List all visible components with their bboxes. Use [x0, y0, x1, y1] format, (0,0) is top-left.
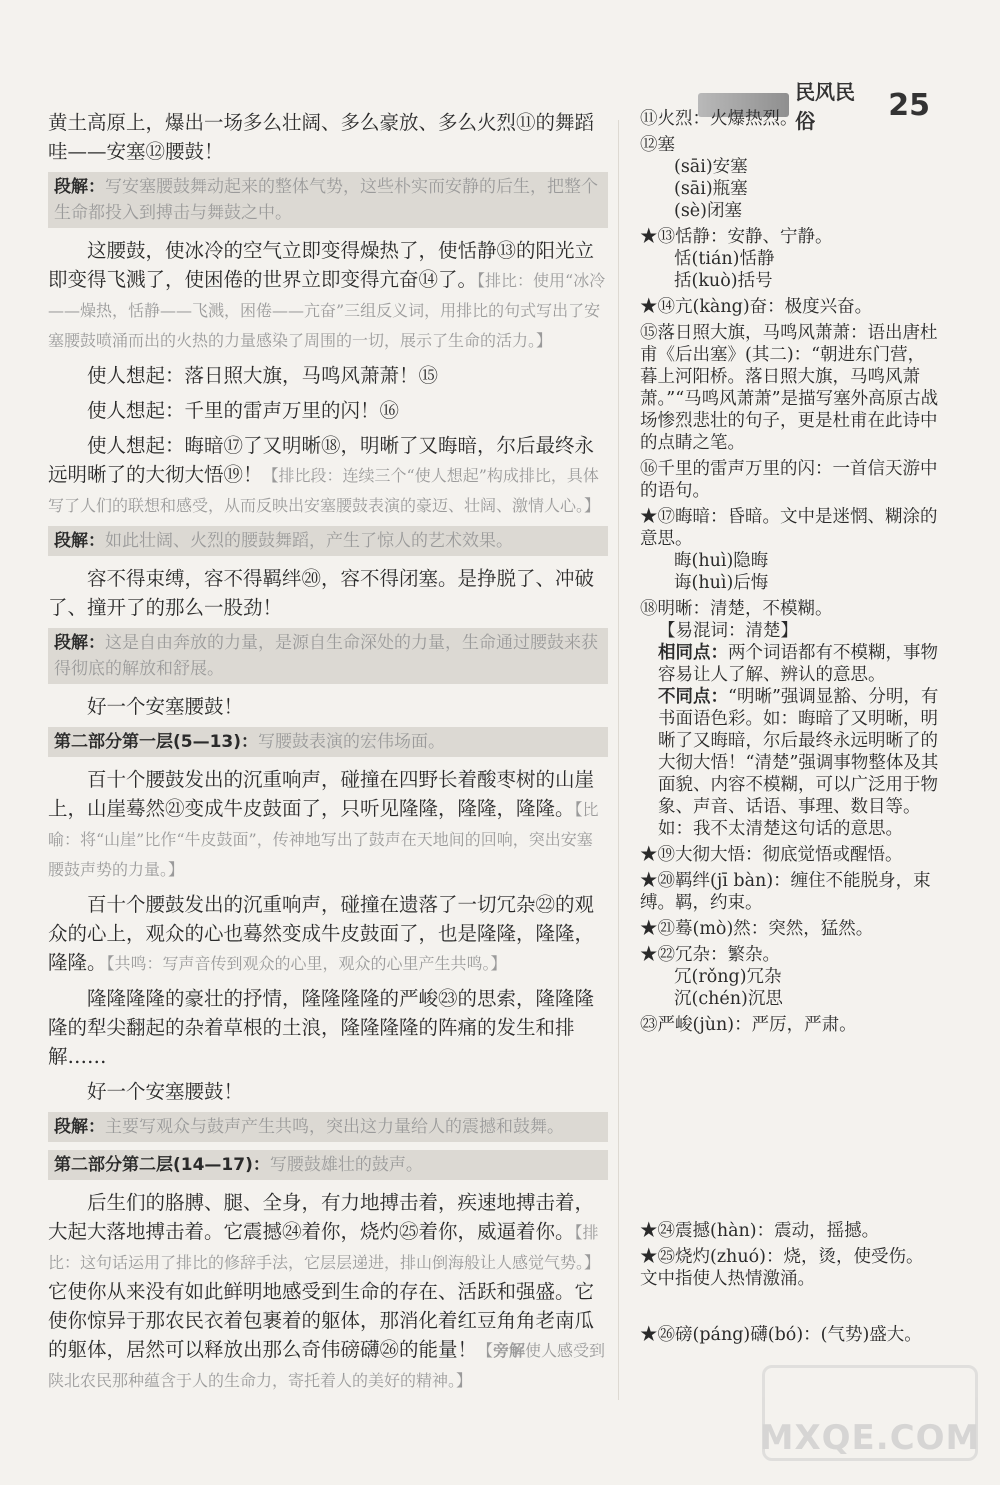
- note-text: ★㉒冗杂：繁杂。: [640, 945, 780, 965]
- note-text: ★⑰晦暗：昏暗。文中是迷惘、糊涂的意思。: [640, 507, 938, 549]
- analysis-box: [48, 172, 608, 228]
- note-text: ⑱明晰：清楚，不模糊。: [640, 599, 833, 619]
- paragraph: 隆隆隆隆的豪壮的抒情，隆隆隆隆的严峻㉓的思索，隆隆隆隆的犁尖翻起的杂着草根的土浪，隆隆隆隆的阵痛的发生和排解……: [48, 987, 595, 1068]
- annotation: 【排比：使用“冰冷——燥热，恬静——飞溅，困倦——亢奋”三组反义词，用排比的句式写出了安塞腰鼓喷涌而出的火热的力量感染了周围的一切，展示了生命的活力。】: [48, 271, 606, 350]
- note-item: ⑯千里的雷声万里的闪：一首信天游中的语句。: [640, 459, 938, 501]
- note-sub: 括(kuò)括号: [674, 271, 773, 291]
- note-text: ★⑬恬静：安静、宁静。: [640, 227, 833, 247]
- section-heading-box: [48, 1150, 608, 1180]
- note-item: [640, 134, 940, 222]
- compare-label: 相同点：: [658, 643, 728, 663]
- section-heading-box: [48, 727, 608, 757]
- analysis-label: 段解：: [54, 177, 105, 197]
- note-item: ★⑲大彻大悟：彻底觉悟或醒悟。: [640, 845, 903, 865]
- note-item: ⑮落日照大旗，马鸣风萧萧：语出唐杜甫《后出塞》(其二)：“朝进东门营，暮上河阳桥。落日照大旗，马鸣风萧萧。”“马鸣风萧萧”是描写塞外高原古战场惨烈悲壮的句子，更是杜甫在此诗中的点睛之笔。: [640, 323, 939, 453]
- analysis-text: 写安塞腰鼓舞动起来的整体气势，这些朴实而安静的后生，把整个生命都投入到搏击与舞鼓之中。: [54, 177, 598, 223]
- analysis-text: 这是自由奔放的力量，是源自生命深处的力量，生命通过腰鼓来获得彻底的解放和舒展。: [54, 633, 598, 679]
- analysis-text: 如此壮阔、火烈的腰鼓舞蹈，产生了惊人的艺术效果。: [105, 531, 513, 551]
- main-text-column: [48, 108, 608, 1401]
- note-item: ★㉑蓦(mò)然：突然，猛然。: [640, 919, 874, 939]
- paragraph-text: 这腰鼓，使冰冷的空气立即变得燥热了，使恬静⑬的阳光立即变得飞溅了，使困倦的世界立即变得亢奋⑭了。: [48, 239, 595, 291]
- note-item: ㉓严峻(jùn)：严厉，严肃。: [640, 1015, 857, 1035]
- annotation: 【比喻：将“山崖”比作“牛皮鼓面”，传神地写出了鼓声在天地间的回响，突出安塞腰鼓声势的力量。】: [48, 800, 599, 879]
- paragraph-text: 使人想起：晦暗⑰了又明晰⑱，明晰了又晦暗，尔后最终永远明晰了的大彻大悟⑲！: [48, 434, 595, 486]
- note-item: [640, 506, 940, 594]
- note-item: [640, 598, 940, 840]
- note-item: ★⑭亢(kàng)奋：极度兴奋。: [640, 297, 873, 317]
- paragraph-text: 百十个腰鼓发出的沉重响声，碰撞在四野长着酸枣树的山崖上，山崖蓦然㉑变成牛皮鼓面了，只听见隆隆，隆隆，隆隆。: [48, 768, 595, 820]
- analysis-label: 段解：: [54, 531, 105, 551]
- analysis-box: [48, 526, 608, 556]
- note-item: ★⑳羁绊(jī bàn)：缠住不能脱身，束缚。羁，约束。: [640, 871, 931, 913]
- paragraph: [48, 431, 608, 520]
- section-heading-text: 写腰鼓表演的宏伟场面。: [258, 732, 446, 752]
- note-item: [640, 226, 940, 292]
- note-item: ★㉔震撼(hàn)：震动，摇撼。: [640, 1221, 880, 1241]
- annotation: 【共鸣：写声音传到观众的心里，观众的心里产生共鸣。】: [106, 954, 507, 973]
- paragraph: [48, 1188, 608, 1395]
- section-heading-label: 第二部分第二层(14—17)：: [54, 1155, 270, 1175]
- page-number: 25: [888, 87, 930, 123]
- paragraph-text: 百十个腰鼓发出的沉重响声，碰撞在遗落了一切冗杂㉒的观众的心上，观众的心也蓦然变成牛皮鼓面了，也是隆隆，隆隆，隆隆。: [48, 893, 595, 974]
- note-item: ★㉕烧灼(zhuó)：烧，烫，使受伤。文中指使人热情激涌。: [640, 1247, 924, 1289]
- annotation: 【排比：这句话运用了排比的修辞手法，它层层递进，排山倒海般让人感觉气势。】: [48, 1223, 601, 1272]
- paragraph: 黄土高原上，爆出一场多么壮阔、多么豪放、多么火烈⑪的舞蹈哇——安塞⑫腰鼓！: [48, 111, 595, 163]
- spacer: [640, 1294, 940, 1324]
- watermark-text: MXQE.COM: [759, 1418, 981, 1458]
- paragraph: 使人想起：落日照大旗，马鸣风萧萧！⑮: [87, 364, 439, 387]
- analysis-label: 段解：: [54, 1117, 105, 1137]
- note-sub: 诲(huì)后悔: [674, 573, 769, 593]
- section-heading-text: 写腰鼓雄壮的鼓声。: [269, 1155, 423, 1175]
- paragraph: 好一个安塞腰鼓！: [87, 1080, 244, 1103]
- note-compare: [640, 642, 940, 686]
- paragraph: [48, 765, 608, 884]
- paragraph: 容不得束缚，容不得羁绊⑳，容不得闭塞。是挣脱了、冲破了、撞开了的那么一股劲！: [48, 567, 595, 619]
- analysis-text: 主要写观众与鼓声产生共鸣，突出这力量给人的震撼和鼓舞。: [105, 1117, 564, 1137]
- analysis-box: [48, 628, 608, 684]
- note-head: ⑫塞: [640, 135, 675, 155]
- paragraph: 使人想起：千里的雷声万里的闪！⑯: [87, 399, 400, 422]
- note-sub: 沉(chén)沉思: [674, 989, 783, 1009]
- note-item: [640, 944, 940, 1010]
- paragraph: 好一个安塞腰鼓！: [87, 695, 244, 718]
- note-sub: (sè)闭塞: [674, 201, 742, 221]
- note-sub: (sāi)瓶塞: [674, 179, 748, 199]
- note-sub: 恬(tián)恬静: [674, 249, 775, 269]
- compare-text: 两个词语都有不模糊，事物容易让人了解、辨认的意思。: [658, 643, 938, 685]
- annotation: 【排比段：连续三个“使人想起”构成排比，具体写了人们的联想和感受，从而反映出安塞腰鼓表演的豪迈、壮阔、激情人心。】: [48, 466, 601, 515]
- note-sub: (sāi)安塞: [674, 157, 748, 177]
- paragraph: [48, 236, 608, 355]
- note-item: ★㉖磅(páng)礴(bó)：(气势)盛大。: [640, 1325, 922, 1345]
- compare-text: “明晰”强调显豁、分明，有书面语色彩。如：晦暗了又明晰，明晰了又晦暗，尔后最终永远明晰了的大彻大悟！“清楚”强调事物整体及其面貌、内容不模糊，可以广泛用于物象、声音、话语、事理、数目等。如：我不太清楚这句话的意思。: [658, 687, 939, 839]
- paragraph: [48, 890, 608, 978]
- compare-label: 不同点：: [658, 687, 728, 707]
- note-sub: 冗(rǒng)冗杂: [674, 967, 782, 987]
- section-heading-label: 第二部分第一层(5—13)：: [54, 732, 259, 752]
- annotation: 使人感受到陕北农民那种蕴含于人的生命力，寄托着人的美好的精神。】: [48, 1341, 606, 1390]
- note-tag: 【易混词：清楚】: [658, 621, 798, 641]
- analysis-label: 段解：: [54, 633, 105, 653]
- paragraph-text: 它使你从来没有如此鲜明地感受到生命的存在、活跃和强盛。它使你惊异于那农民衣着包裹着的躯体，那消化着红豆角角老南瓜的躯体，居然可以释放出那么奇伟磅礴㉖的能量！: [48, 1280, 595, 1361]
- section-title: 民风民俗: [795, 80, 856, 133]
- annotation-tag: 【旁解: [477, 1341, 526, 1360]
- column-divider: [618, 120, 619, 1400]
- note-sub: 晦(huì)隐晦: [674, 551, 769, 571]
- spacer: [640, 1040, 940, 1220]
- annotation-tag-label: 旁解: [493, 1341, 526, 1360]
- note-item: ⑪火烈：火爆热烈。: [640, 109, 798, 129]
- note-compare: [640, 686, 940, 840]
- paragraph-text: 后生们的胳膊、腿、全身，有力地搏击着，疾速地搏击着，大起大落地搏击着。它震撼㉔着你，烧灼㉕着你，威逼着你。: [48, 1191, 595, 1243]
- watermark-logo: [759, 1365, 981, 1461]
- notes-column: [640, 108, 940, 1350]
- analysis-box: [48, 1112, 608, 1142]
